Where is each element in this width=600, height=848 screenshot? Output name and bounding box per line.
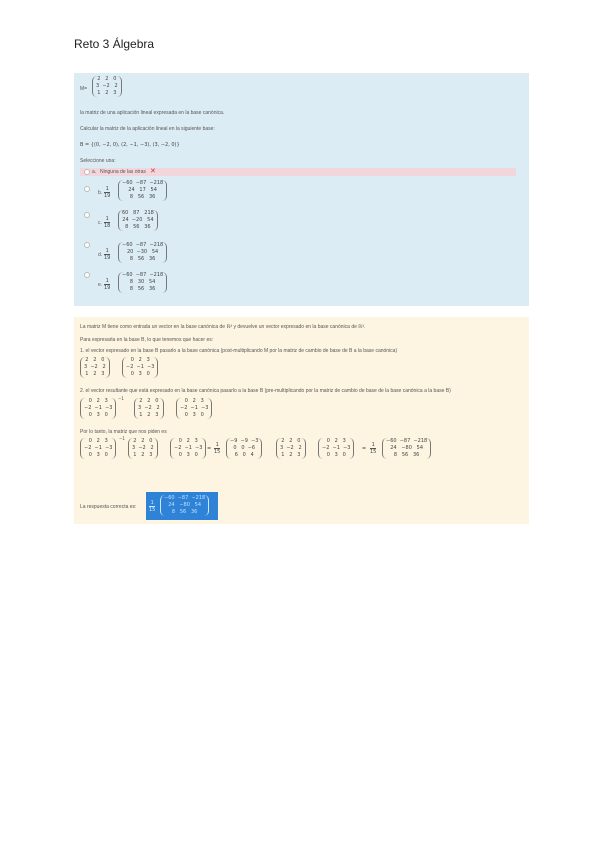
inverse-exponent: −1 <box>118 396 124 401</box>
coefficient-fraction: $\frac{1}{15}$ <box>214 442 221 455</box>
option-c-matrix: 60 87 218 24 −20 54 8 56 36 <box>118 210 158 231</box>
step2-matrix-p-right: 0 2 3 −2 −1 −3 0 3 0 <box>176 398 212 419</box>
correct-answer-matrix: −60 −87 −218 24 −80 54 8 56 36 <box>160 495 209 516</box>
step1-matrix-p: 0 2 3 −2 −1 −3 0 3 0 <box>122 357 158 378</box>
select-label: Seleccione una: <box>80 158 116 164</box>
feedback-line-5: Por lo tanto, la matriz que nos piden es <box>80 429 167 435</box>
equals-sign-2: = <box>362 446 367 452</box>
step2-matrix-p: 0 2 3 −2 −1 −3 0 3 0 <box>80 398 116 419</box>
answer-label: La respuesta correcta es: <box>80 504 137 510</box>
final-matrix-m: 2 2 0 3 −2 2 1 2 3 <box>128 438 158 459</box>
feedback-line-3: 1. el vector expresado en la base B pasarlo a la base canónica (post-multiplicando M por la matriz de cambio de base de B a la base canónica) <box>80 348 398 354</box>
final-matrix-p-right: 0 2 3 −2 −1 −3 0 3 0 <box>170 438 206 459</box>
final-matrix-m-2: 2 2 0 3 −2 2 1 2 3 <box>276 438 306 459</box>
equals-sign-1: = <box>207 446 212 452</box>
feedback-line-1: La matriz M tiene como entrada un vector en la base canónica de ℝ³ y devuelve un vector expresado en la base canónica de ℝ³. <box>80 324 366 330</box>
option-a-radio[interactable] <box>84 169 90 175</box>
step2-matrix-m: 2 2 0 3 −2 2 1 2 3 <box>134 398 164 419</box>
option-d-matrix: −60 −87 −218 20 −30 54 8 56 36 <box>118 242 167 263</box>
option-a-text[interactable]: Ninguna de las otras <box>100 169 146 175</box>
final-inverse-exponent: −1 <box>119 436 125 441</box>
final-matrix-p: 0 2 3 −2 −1 −3 0 3 0 <box>80 438 116 459</box>
matrix-m: 2 2 0 3 −2 2 1 2 3 <box>92 76 122 97</box>
question-statement-1: la matriz de una aplicación lineal expresada en la base canónica. <box>80 110 225 116</box>
option-e-letter: e. <box>98 282 103 288</box>
feedback-line-2: Para expresarla en la base B, lo que tenemos que hacer es: <box>80 337 214 343</box>
correct-answer-highlight <box>146 492 218 520</box>
feedback-line-4: 2. el vector resultante que está expresado en la base canónica pasarlo a la base B (pre-multiplicando por la matriz de cambio de base de la base canónica a la base B) <box>80 388 451 394</box>
matrix-label: M= <box>80 86 88 92</box>
option-e-radio[interactable] <box>84 272 90 278</box>
adjugate-matrix: −9 −9 −3 0 0 −6 6 0 4 <box>226 438 262 459</box>
option-a-letter: a. <box>92 169 97 175</box>
option-e-fraction: $\frac{1}{19}$ <box>104 278 111 291</box>
option-d-radio[interactable] <box>84 242 90 248</box>
option-b-radio[interactable] <box>84 186 90 192</box>
option-c-fraction: $\frac{1}{18}$ <box>104 216 111 229</box>
final-matrix-p-2: 0 2 3 −2 −1 −3 0 3 0 <box>318 438 354 459</box>
page-title: Reto 3 Álgebra <box>74 37 155 51</box>
option-c-letter: c. <box>98 220 102 226</box>
basis-definition: B = {(0, −2, 0), (2, −1, −3), (3, −2, 0)} <box>80 142 180 148</box>
step1-matrix-m: 2 2 0 3 −2 2 1 2 3 <box>80 357 110 378</box>
correct-answer-fraction: $\frac{1}{15}$ <box>149 500 156 513</box>
incorrect-x-icon: ✕ <box>150 168 156 175</box>
option-d-letter: d. <box>98 252 103 258</box>
option-b-matrix: −60 −87 −218 24 17 54 8 56 36 <box>118 180 167 201</box>
option-b-letter: b. <box>98 190 103 196</box>
option-e-matrix: −60 −87 −218 8 30 54 8 56 36 <box>118 272 167 293</box>
option-b-fraction: $\frac{1}{19}$ <box>104 186 111 199</box>
option-c-radio[interactable] <box>84 212 90 218</box>
question-statement-2: Calcular la matriz de la aplicación lineal en la siguiente base: <box>80 126 215 132</box>
result-matrix: −60 −87 −218 24 −80 54 8 56 36 <box>382 438 431 459</box>
option-d-fraction: $\frac{1}{19}$ <box>104 248 111 261</box>
result-fraction: $\frac{1}{15}$ <box>370 442 377 455</box>
